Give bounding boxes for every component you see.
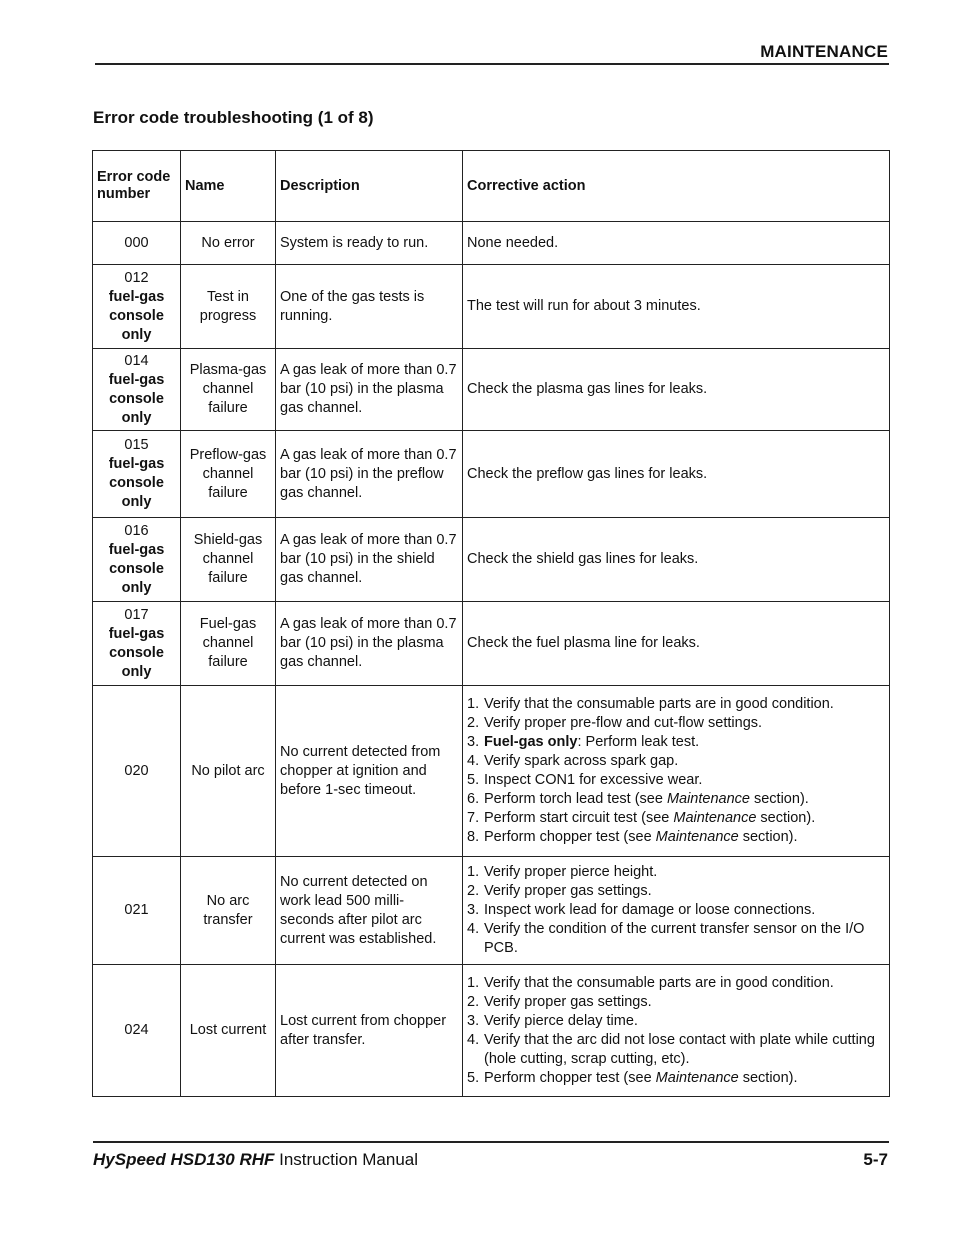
- step-text-end: section).: [738, 1069, 798, 1086]
- header-divider: [95, 63, 889, 65]
- step-text-end: section).: [756, 810, 816, 826]
- table-row: [93, 349, 890, 431]
- step-number: 1.: [467, 696, 480, 712]
- error-code: 000: [124, 234, 149, 251]
- step-number: 5.: [467, 772, 480, 788]
- corrective-action-cell: [463, 686, 890, 857]
- action-text: Check the fuel plasma line for leaks.: [467, 635, 700, 651]
- step-number: 1.: [467, 864, 480, 880]
- error-name-cell: Fuel-gas channel failure: [181, 602, 276, 686]
- error-code-cell: [93, 222, 181, 265]
- corrective-action-cell: [463, 265, 890, 349]
- action-step: [467, 1031, 885, 1069]
- step-text: Verify the condition of the current transfer sensor on the I/O PCB.: [484, 921, 865, 956]
- step-number: 2.: [467, 715, 480, 731]
- step-number: 2.: [467, 993, 480, 1010]
- step-text-end: section).: [738, 829, 798, 845]
- description-cell: A gas leak of more than 0.7 bar (10 psi) in the preflow gas channel.: [276, 431, 463, 518]
- error-code: 012: [124, 269, 149, 286]
- table-row: [93, 518, 890, 602]
- column-header-action: Corrective action: [463, 151, 890, 222]
- step-text: Verify that the consumable parts are in good condition.: [484, 696, 834, 712]
- corrective-action-cell: [463, 602, 890, 686]
- description-cell: A gas leak of more than 0.7 bar (10 psi) in the plasma gas channel.: [276, 602, 463, 686]
- error-name-cell: No error: [181, 222, 276, 265]
- description-cell: A gas leak of more than 0.7 bar (10 psi) in the shield gas channel.: [276, 518, 463, 602]
- step-number: 6.: [467, 791, 480, 807]
- step-text: Verify proper gas settings.: [484, 883, 652, 899]
- console-tag: fuel-gas console only: [108, 625, 165, 680]
- error-code-cell: [93, 518, 181, 602]
- error-name-cell: Lost current: [181, 965, 276, 1097]
- action-steps: [467, 974, 885, 1088]
- corrective-action-cell: [463, 857, 890, 965]
- table-row: [93, 857, 890, 965]
- description-cell: No current detected on work lead 500 milli-seconds after pilot arc current was established.: [276, 857, 463, 965]
- error-code-cell: [93, 265, 181, 349]
- step-reference: Maintenance: [666, 791, 750, 807]
- step-text: Verify that the consumable parts are in good condition.: [484, 974, 834, 991]
- action-step: [467, 828, 885, 847]
- column-header-code: Error code number: [93, 151, 181, 222]
- error-code-cell: [93, 965, 181, 1097]
- step-number: 3.: [467, 902, 480, 918]
- table-row: [93, 965, 890, 1097]
- product-name: HySpeed HSD130 RHF: [93, 1150, 275, 1169]
- step-number: 5.: [467, 1069, 480, 1086]
- error-code: 017: [124, 606, 149, 623]
- error-code: 016: [124, 522, 149, 539]
- step-reference: Maintenance: [655, 829, 739, 845]
- error-name-cell: Preflow-gas channel failure: [181, 431, 276, 518]
- step-text: Verify that the arc did not lose contact with plate while cutting (hole cutting, scrap cutting, etc).: [484, 1031, 875, 1067]
- table-row: [93, 265, 890, 349]
- step-emphasis: Fuel-gas only: [484, 734, 578, 750]
- step-number: 3.: [467, 1012, 480, 1029]
- step-text: : Perform leak test.: [577, 734, 700, 750]
- table-row: [93, 431, 890, 518]
- step-text: Verify spark across spark gap.: [484, 753, 679, 769]
- step-number: 7.: [467, 810, 480, 826]
- step-text: Verify proper pierce height.: [484, 864, 658, 880]
- action-text: Check the shield gas lines for leaks.: [467, 551, 699, 567]
- table-row: [93, 602, 890, 686]
- action-step: [467, 920, 885, 958]
- step-text: Perform chopper test (see: [484, 829, 656, 845]
- action-step: [467, 809, 885, 828]
- corrective-action-cell: [463, 349, 890, 431]
- step-number: 3.: [467, 734, 480, 750]
- action-step: [467, 790, 885, 809]
- step-number: 2.: [467, 883, 480, 899]
- page-title: Error code troubleshooting (1 of 8): [93, 108, 374, 127]
- error-code-table: [92, 150, 890, 1097]
- action-steps: [467, 863, 885, 958]
- description-cell: A gas leak of more than 0.7 bar (10 psi) in the plasma gas channel.: [276, 349, 463, 431]
- action-text: Check the preflow gas lines for leaks.: [467, 465, 708, 482]
- action-step: [467, 714, 885, 733]
- table-header-row: [93, 151, 890, 222]
- step-reference: Maintenance: [673, 810, 757, 826]
- action-step: [467, 771, 885, 790]
- action-step: [467, 695, 885, 714]
- action-step: [467, 1012, 885, 1031]
- action-steps: [467, 695, 885, 847]
- column-header-name: Name: [181, 151, 276, 222]
- error-code: 014: [124, 352, 149, 369]
- step-number: 4.: [467, 921, 480, 937]
- error-code-cell: [93, 431, 181, 518]
- page-number: 5-7: [863, 1150, 888, 1169]
- description-cell: Lost current from chopper after transfer.: [276, 965, 463, 1097]
- action-step: [467, 1069, 885, 1088]
- step-number: 4.: [467, 753, 480, 769]
- corrective-action-cell: [463, 431, 890, 518]
- footer-divider: [93, 1141, 889, 1143]
- step-number: 4.: [467, 1031, 480, 1048]
- corrective-action-cell: [463, 518, 890, 602]
- error-code-cell: [93, 857, 181, 965]
- step-text: Perform chopper test (see: [484, 1069, 656, 1086]
- action-step: [467, 993, 885, 1012]
- table-row: [93, 222, 890, 265]
- corrective-action-cell: [463, 965, 890, 1097]
- column-header-description: Description: [276, 151, 463, 222]
- error-code: 021: [124, 902, 149, 918]
- step-text: Verify pierce delay time.: [484, 1012, 638, 1029]
- console-tag: fuel-gas console only: [108, 456, 165, 510]
- action-step: [467, 863, 885, 882]
- error-name-cell: Shield-gas channel failure: [181, 518, 276, 602]
- error-name-cell: Plasma-gas channel failure: [181, 349, 276, 431]
- action-text: The test will run for about 3 minutes.: [467, 298, 701, 314]
- manual-label: Instruction Manual: [279, 1150, 419, 1169]
- action-step: [467, 901, 885, 920]
- error-code-cell: [93, 602, 181, 686]
- error-name-cell: Test in progress: [181, 265, 276, 349]
- error-code: 020: [124, 762, 149, 779]
- description-cell: One of the gas tests is running.: [276, 265, 463, 349]
- step-text: Perform torch lead test (see: [484, 791, 667, 807]
- section-header: MAINTENANCE: [760, 42, 888, 61]
- error-code: 024: [124, 1022, 149, 1038]
- action-text: Check the plasma gas lines for leaks.: [467, 381, 708, 397]
- description-cell: No current detected from chopper at ignition and before 1-sec timeout.: [276, 686, 463, 857]
- console-tag: fuel-gas console only: [108, 288, 165, 343]
- step-text: Verify proper pre-flow and cut-flow settings.: [484, 715, 763, 731]
- table-row: [93, 686, 890, 857]
- action-step: [467, 882, 885, 901]
- step-reference: Maintenance: [655, 1069, 739, 1086]
- step-number: 8.: [467, 829, 480, 845]
- error-code: 015: [124, 437, 149, 453]
- error-name-cell: No arc transfer: [181, 857, 276, 965]
- action-step: [467, 974, 885, 993]
- console-tag: fuel-gas console only: [108, 541, 165, 596]
- error-code-cell: [93, 349, 181, 431]
- error-code-cell: [93, 686, 181, 857]
- step-text: Inspect work lead for damage or loose connections.: [484, 902, 816, 918]
- console-tag: fuel-gas console only: [108, 371, 165, 426]
- footer-title: [93, 1150, 418, 1170]
- step-number: 1.: [467, 974, 480, 991]
- step-text-end: section).: [749, 791, 809, 807]
- action-text: None needed.: [467, 234, 559, 251]
- corrective-action-cell: [463, 222, 890, 265]
- action-step: [467, 752, 885, 771]
- description-cell: System is ready to run.: [276, 222, 463, 265]
- step-text: Verify proper gas settings.: [484, 993, 652, 1010]
- step-text: Perform start circuit test (see: [484, 810, 674, 826]
- error-name-cell: No pilot arc: [181, 686, 276, 857]
- step-text: Inspect CON1 for excessive wear.: [484, 772, 703, 788]
- action-step: [467, 733, 885, 752]
